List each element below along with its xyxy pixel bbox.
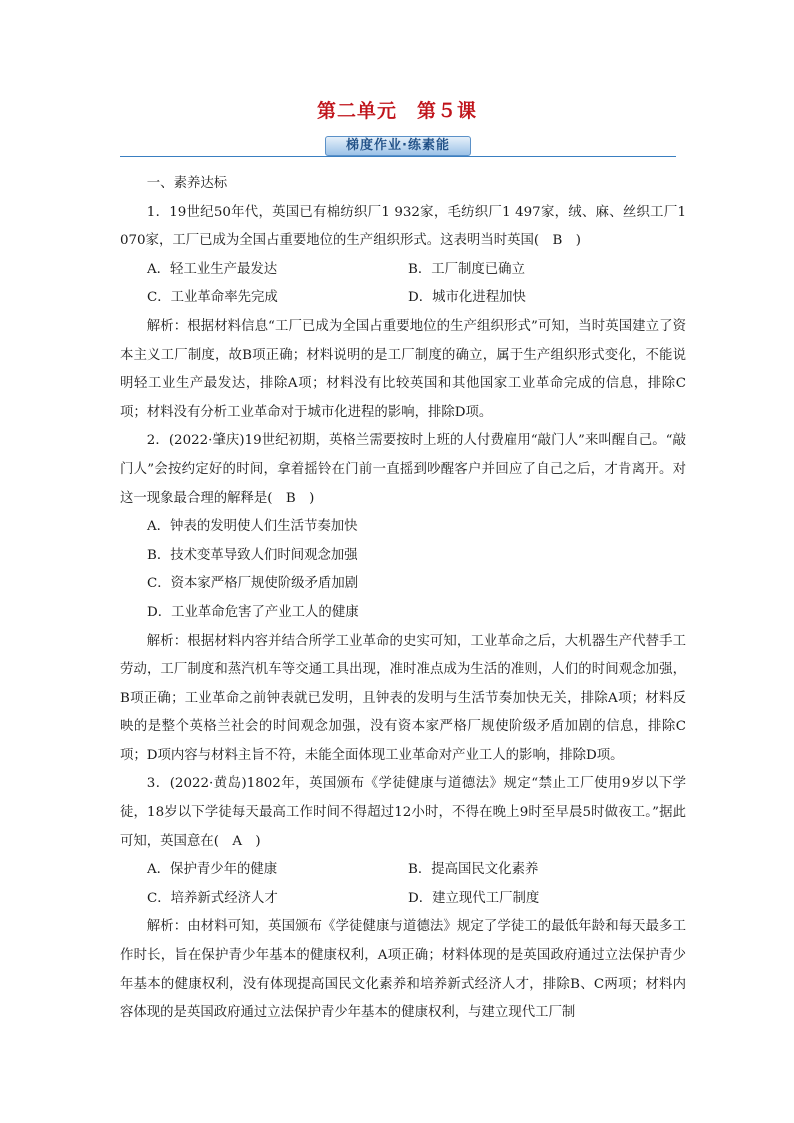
question-analysis: 解析：根据材料信息“工厂已成为全国占重要地位的生产组织形式”可知，当时英国建立了资本主义工厂制度，故B项正确；材料说明的是工厂制度的确立，属于生产组织形式变化，不能说明轻工业生产最发达，排除A项；材料没有比较英国和其他国家工业革命完成的信息，排除C项；材料没有分析工业革命对于城市化进程的影响，排除D项。 bbox=[120, 318, 686, 420]
option-row bbox=[120, 856, 686, 885]
option-c: C．培养新式经济人才 bbox=[147, 890, 278, 906]
option-row bbox=[120, 256, 686, 285]
question-analysis: 解析：由材料可知，英国颁布《学徒健康与道德法》规定了学徒工的最低年龄和每天最多工作时长，旨在保护青少年基本的健康权利，A项正确；材料体现的是英国政府通过立法保护青少年基本的健康权利，没有体现提高国民文化素养和培养新式经济人才，排除B、C两项；材料内容体现的是英国政府通过立法保护青少年基本的健康权利，与建立现代工厂制 bbox=[120, 919, 686, 1021]
question-1 bbox=[120, 199, 686, 428]
banner-label: 梯度作业·练素能 bbox=[325, 136, 471, 156]
question-stem: 1．19世纪50年代，英国已有棉纺织厂1 932家，毛纺织厂1 497家，绒、麻、丝织工厂1 070家，工厂已成为全国占重要地位的生产组织形式。这表明当时英国( B ) bbox=[120, 204, 686, 249]
document-body bbox=[120, 170, 686, 1028]
option-d: D．工业革命危害了产业工人的健康 bbox=[147, 604, 359, 620]
question-2 bbox=[120, 427, 686, 770]
question-analysis: 解析：根据材料内容并结合所学工业革命的史实可知，工业革命之后，大机器生产代替手工劳动，工厂制度和蒸汽机车等交通工具出现，准时准点成为生活的准则，人们的时间观念加强，B项正确；工业革命之前钟表就已发明，且钟表的发明与生活节奏加快无关，排除A项；材料反映的是整个英格兰社会的时间观念加强，没有资本家严格厂规使阶级矛盾加剧的信息，排除C项；D项内容与材料主旨不符，未能全面体现工业革命对产业工人的影响，排除D项。 bbox=[120, 633, 686, 763]
option-b: B．工厂制度已确立 bbox=[408, 261, 525, 277]
option-row bbox=[120, 284, 686, 313]
question-3 bbox=[120, 770, 686, 1027]
option-a: A．轻工业生产最发达 bbox=[147, 261, 278, 277]
question-stem: 3．(2022·黄岛)1802年，英国颁布《学徒健康与道德法》规定“禁止工厂使用9岁以下学徒，18岁以下学徒每天最高工作时间不得超过12小时，不得在晚上9时至早晨5时做夜工。”据此可知，英国意在( A ) bbox=[120, 776, 686, 849]
option-row bbox=[120, 885, 686, 914]
page-title: 第二单元 第５课 bbox=[316, 100, 477, 122]
option-b: B．提高国民文化素养 bbox=[408, 862, 539, 878]
option-a: A．钟表的发明使人们生活节奏加快 bbox=[147, 519, 358, 535]
question-stem: 2．(2022·肇庆)19世纪初期，英格兰需要按时上班的人付费雇用“敲门人”来叫醒自己。“敲门人”会按约定好的时间，拿着摇铃在门前一直摇到吵醒客户并回应了自己之后，才肯离开。对这一现象最合理的解释是( B ) bbox=[120, 433, 686, 506]
section-banner bbox=[120, 136, 676, 158]
option-a: A．保护青少年的健康 bbox=[147, 862, 278, 878]
option-d: D．城市化进程加快 bbox=[408, 290, 526, 306]
option-c: C．资本家严格厂规使阶级矛盾加剧 bbox=[147, 576, 359, 592]
option-c: C．工业革命率先完成 bbox=[147, 290, 278, 306]
banner-rule bbox=[120, 156, 676, 157]
option-b: B．技术变革导致人们时间观念加强 bbox=[147, 547, 358, 563]
section-heading: 一、素养达标 bbox=[146, 176, 228, 191]
option-d: D．建立现代工厂制度 bbox=[408, 890, 540, 906]
